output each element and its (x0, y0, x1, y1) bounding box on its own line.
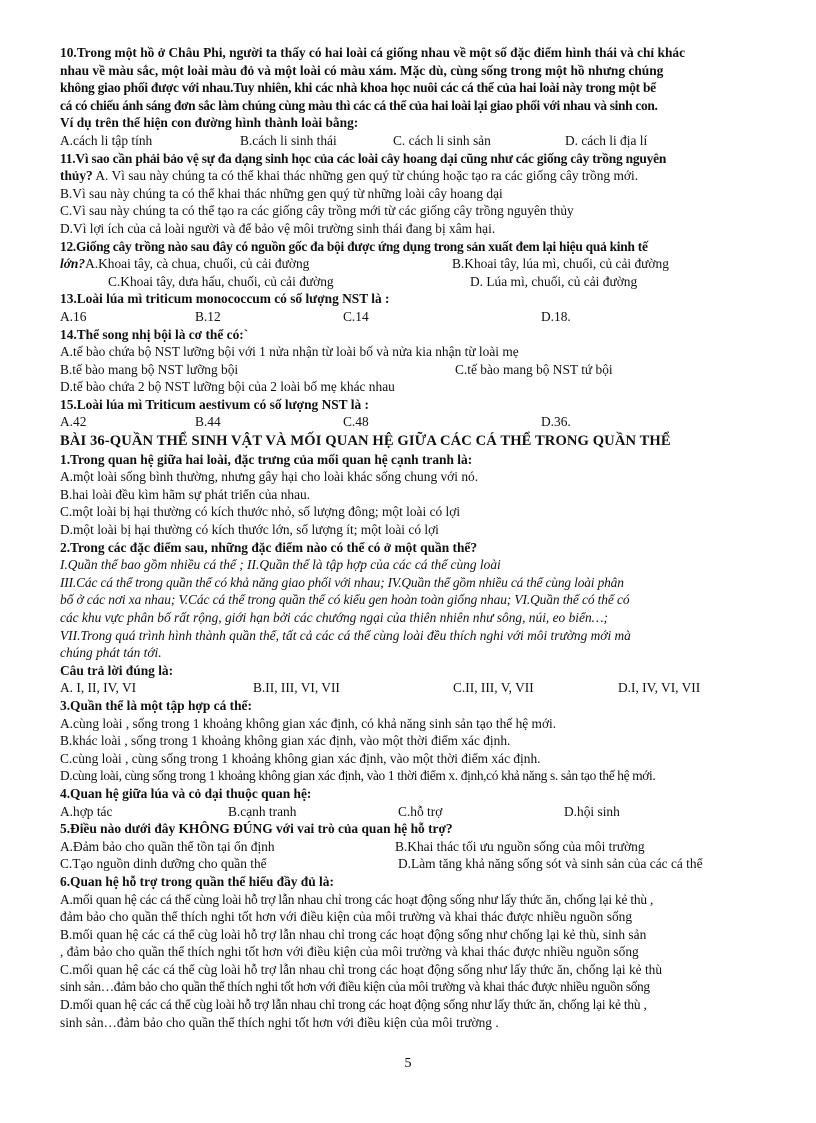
q11-option-d: D.Vì lợi ích của cả loài người và để bảo vệ môi trường sinh thái đang bị xâm hại. (60, 220, 496, 236)
s2-head: 2.Trong các đặc điểm sau, những đặc điểm nào có thể có ở một quần thể? (60, 539, 478, 555)
q12-head: 12.Giống cây trồng nào sau đây có nguồn gốc đa bội được ứng dụng trong sản xuất đem lại hiệu quả kinh tế (60, 238, 648, 254)
s5-option-b: B.Khai thác tối ưu nguồn sống của môi trường (395, 838, 645, 854)
s6-option-c-1: C.mối quan hệ các cá thể cùg loài hỗ trợ lẫn nhau chỉ trong các hoạt động sống như lấy thức ăn, chống lại kẻ thù (60, 961, 663, 977)
q13-option-d: D.18. (541, 308, 571, 324)
q10-line-5: Ví dụ trên thể hiện con đường hình thành loài bằng: (60, 115, 359, 131)
q12-option-c: C.Khoai tây, dưa hấu, chuối, củ cải đường (108, 273, 334, 289)
s2-statement-1: I.Quần thể bao gồm nhiều cá thể ; II.Quần thể là tập hợp của các cá thể cùng loài (60, 557, 501, 573)
s5-head: 5.Điều nào dưới đây KHÔNG ĐÚNG với vai trò của quan hệ hỗ trợ? (60, 821, 453, 837)
s6-option-c-2: sinh sản…đảm bảo cho quần thể thích nghi tốt hơn với điều kiện của môi trường và khai thác được nhiều nguồn sống (60, 979, 650, 995)
q14-row-bc (60, 361, 760, 379)
q15-option-b: B.44 (195, 414, 221, 430)
s5-row-ab (60, 838, 760, 856)
q10-option-d: D. cách li địa lí (565, 132, 648, 148)
q13-option-a: A.16 (60, 308, 87, 324)
q13-head: 13.Loài lúa mì triticum monococcum có số lượng NST là : (60, 291, 390, 307)
s4-head: 4.Quan hệ giữa lúa và cỏ dại thuộc quan hệ: (60, 785, 312, 801)
q12-row-2 (60, 273, 760, 291)
q12-row-1 (60, 255, 760, 273)
s4-option-b: B.cạnh tranh (228, 803, 297, 819)
s2-option-d: D.I, IV, VI, VII (618, 680, 701, 696)
s2-statement-5: VII.Trong quá trình hình thành quần thể, tất cả các cá thể cùng loài đều thích nghi với môi trường mới mà (60, 627, 631, 643)
s1-option-a: A.một loài sống bình thường, nhưng gây hại cho loài khác sống chung với nó. (60, 469, 479, 485)
q13-option-c: C.14 (343, 308, 369, 324)
s1-head: 1.Trong quan hệ giữa hai loài, đặc trưng của mối quan hệ cạnh tranh là: (60, 451, 473, 467)
q10-line-3: không giao phối được với nhau.Tuy nhiên, khi các nhà khoa học nuôi các cá thể của hai loài này trong một bể (60, 80, 656, 96)
s3-option-b: B.khác loài , sống trong 1 khoảng không gian xác định, vào một thời điểm xác định. (60, 733, 511, 749)
s3-option-d: D.cùng loài, cùng sống trong 1 khoảng không gian xác định, vào 1 thời điểm x. định,có khả năng s. sản tạo thế hệ mới. (60, 768, 656, 784)
s6-option-d-2: sinh sản…đảm bảo cho quần thể thích nghi tốt hơn với điều kiện của môi trường . (60, 1014, 499, 1030)
q13-options (60, 308, 760, 326)
s4-option-c: C.hỗ trợ (398, 803, 443, 819)
s5-option-d: D.Làm tăng khả năng sống sót và sinh sản của các cá thể (398, 856, 703, 872)
q10-line-2: nhau về màu sắc, một loài màu đỏ và một loài có màu xám. Mặc dù, cùng sống trong một hồ nhưng chúng (60, 62, 664, 78)
s3-option-a: A.cùng loài , sống trong 1 khoảng không gian xác định, có khả năng sinh sản tạo thế hệ mới. (60, 715, 557, 731)
section-title: BÀI 36-QUẦN THỂ SINH VẬT VÀ MỐI QUAN HỆ GIỮA CÁC CÁ THỂ TRONG QUẦN THỂ (60, 433, 671, 450)
q11-head-2 (60, 167, 760, 185)
q12-option-b: B.Khoai tây, lúa mì, chuối, củ cải đường (452, 256, 669, 272)
s3-head: 3.Quần thể là một tập hợp cá thể: (60, 697, 252, 713)
s1-option-d: D.một loài bị hại thường có kích thước lớn, số lượng ít; một loài có lợi (60, 522, 439, 538)
q12-ab (60, 255, 452, 273)
page-number: 5 (404, 1056, 412, 1071)
s2-option-b: B.II, III, VI, VII (253, 680, 340, 696)
q15-option-d: D.36. (541, 414, 571, 430)
q14-head: 14.Thể song nhị bội là cơ thể có:` (60, 326, 249, 342)
s2-statement-6: chúng phát tán tới. (60, 645, 162, 661)
q15-head: 15.Loài lúa mì Triticum aestivum có số lượng NST là : (60, 396, 369, 412)
s4-option-a: A.hợp tác (60, 803, 113, 819)
q13-option-b: B.12 (195, 308, 221, 324)
q10-options (60, 132, 760, 150)
s2-option-a: A. I, II, IV, VI (60, 680, 137, 696)
q11-option-a: A. Vì sau này chúng ta có thể khai thác những gen quý từ chúng hoặc tạo ra các giống cây trồng mới. (92, 168, 639, 184)
s5-option-a: A.Đảm bảo cho quần thể tồn tại ổn định (60, 838, 275, 854)
q10-line-1: 10.Trong một hồ ở Châu Phi, người ta thấy có hai loài cá giống nhau về một số đặc điểm hình thái và chỉ khác (60, 45, 686, 60)
q15-option-c: C.48 (343, 414, 369, 430)
s6-option-d-1: D.mối quan hệ các cá thể cùg loài hỗ trợ lẫn nhau chỉ trong các hoạt động sống như lấy thức ăn, chống lại kẻ thù , (60, 997, 647, 1013)
s6-option-a-1: A.mối quan hệ các cá thể cùng loài hỗ trợ lẫn nhau chỉ trong các hoạt động sống như lấy thức ăn, chống lại kẻ thù , (60, 891, 654, 907)
s4-option-d: D.hội sinh (564, 803, 620, 819)
s1-option-b: B.hai loài đều kìm hãm sự phát triển của nhau. (60, 486, 311, 502)
s2-statement-3: bố ở các nơi xa nhau; V.Các cá thể trong quần thể có kiểu gen hoàn toàn giống nhau; VI.Quần thể có thể có (60, 592, 630, 608)
q10-line-4: cá có chiếu ánh sáng đơn sắc làm chúng cùng màu thì các cá thể của hai loài lại giao phối với nhau và sinh con. (60, 97, 658, 113)
q12-option-d: D. Lúa mì, chuối, củ cải đường (470, 273, 638, 289)
q14-option-a: A.tế bào chứa bộ NST lưỡng bội với 1 nửa nhận từ loài bố và nửa kia nhận từ loài mẹ (60, 344, 519, 360)
q11-head: 11.Vì sao cần phải bảo vệ sự đa dạng sinh học của các loài cây hoang dại cũng như các giống cây trồng nguyên (60, 150, 667, 166)
s2-statement-2: III.Các cá thể trong quần thể có khả năng giao phối với nhau; IV.Quần thể gồm nhiều cá thể cùng loài phân (60, 574, 624, 590)
q10-option-b: B.cách li sinh thái (240, 132, 337, 148)
q14-option-b: B.tế bào mang bộ NST lưỡng bội (60, 361, 239, 377)
s5-option-c: C.Tạo nguồn dinh dưỡng cho quần thể (60, 856, 267, 872)
q11-option-b: B.Vì sau này chúng ta có thể khai thác những gen quý từ những loài cây hoang dại (60, 185, 503, 201)
s6-option-b-2: , đảm bảo cho quần thể thích nghi tốt hơn với điều kiện của môi trường và khai thác được nhiều nguồn sống (60, 944, 639, 960)
s5-row-cd (60, 855, 760, 873)
document-page (60, 44, 760, 1031)
q14-option-c: C.tế bào mang bộ NST tứ bội (455, 361, 613, 377)
s6-option-a-2: đảm bảo cho quần thể thích nghi tốt hơn với điều kiện của môi trường và khai thác được nhiều nguồn sống (60, 909, 633, 925)
s1-option-c: C.một loài bị hại thường có kích thước nhỏ, số lượng đông; một loài có lợi (60, 504, 461, 520)
q12-head-2-bold: lớn? (60, 256, 86, 272)
s2-answer-label: Câu trả lời đúng là: (60, 662, 174, 678)
q10-option-c: C. cách li sinh sản (393, 132, 491, 148)
q11-head-2-bold: thủy? (60, 168, 93, 184)
q10-option-a: A.cách li tập tính (60, 132, 153, 148)
s2-statement-4: các khu vực phân bố rất rộng, giới hạn bởi các chướng ngại của thiên nhiên như sông, núi, eo biển…; (60, 610, 609, 625)
s6-head: 6.Quan hệ hỗ trợ trong quần thể hiểu đầy đủ là: (60, 873, 334, 889)
s2-options (60, 679, 760, 697)
q12-option-a: A.Khoai tây, cà chua, chuối, củ cải đường (85, 256, 310, 272)
q14-option-d: D.tế bào chứa 2 bộ NST lưỡng bội của 2 loài bố mẹ khác nhau (60, 379, 395, 395)
q11-option-c: C.Vì sau này chúng ta có thể tạo ra các giống cây trồng mới từ các giống cây trồng nguyên thủy (60, 203, 574, 219)
q15-option-a: A.42 (60, 414, 87, 430)
s3-option-c: C.cùng loài , cùng sống trong 1 khoảng không gian xác định, vào một thời điểm xác định. (60, 750, 541, 766)
s2-option-c: C.II, III, V, VII (453, 680, 534, 696)
s6-option-b-1: B.mối quan hệ các cá thể cùg loài hỗ trợ lẫn nhau chỉ trong các hoạt động sống như chống lại kẻ thù, sinh sản (60, 926, 647, 942)
s4-options (60, 803, 760, 821)
q15-options (60, 413, 760, 431)
